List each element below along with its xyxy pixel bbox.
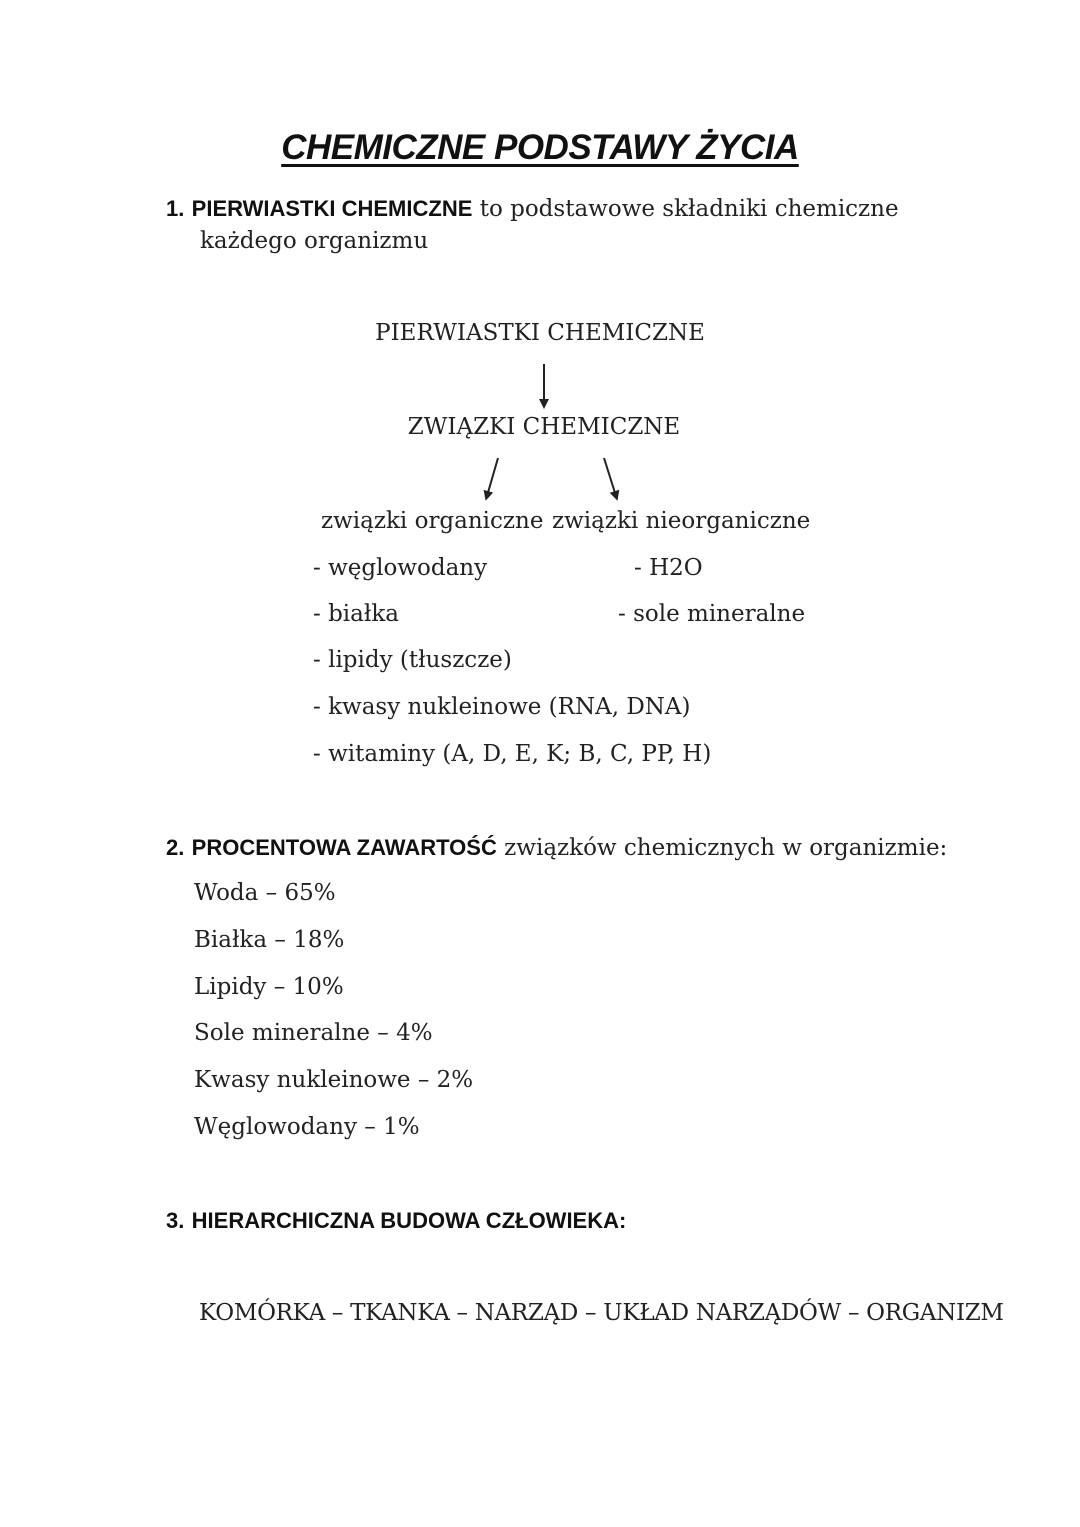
percent-item: Kwasy nukleinowe – 2% <box>194 1067 474 1093</box>
section-2-heading: PROCENTOWA ZAWARTOŚĆ <box>191 835 497 860</box>
organic-item: - kwasy nukleinowe (RNA, DNA) <box>313 694 691 720</box>
diagram-middle: ZWIĄZKI CHEMICZNE <box>407 414 681 440</box>
inorganic-item: - H2O <box>634 555 703 581</box>
section-1-text: to podstawowe składniki chemiczne <box>472 196 899 222</box>
left-branch-label: związki organiczne <box>321 508 544 534</box>
section-2-number: 2. <box>166 835 185 860</box>
percent-item: Białka – 18% <box>194 927 345 953</box>
section-1-heading: PIERWIASTKI CHEMICZNE <box>191 196 473 221</box>
organic-item: - węglowodany <box>313 555 488 581</box>
right-branch-label: związki nieorganiczne <box>552 508 811 534</box>
inorganic-item: - sole mineralne <box>618 601 806 627</box>
section-1-number: 1. <box>166 196 185 221</box>
section-3-heading: HIERARCHICZNA BUDOWA CZŁOWIEKA: <box>191 1208 627 1233</box>
hierarchy-chain: KOMÓRKA – TKANKA – NARZĄD – UKŁAD NARZĄDÓW – ORGANIZM <box>199 1300 1004 1326</box>
percent-item: Węglowodany – 1% <box>194 1114 420 1140</box>
section-3-number: 3. <box>166 1208 185 1233</box>
organic-item: - witaminy (A, D, E, K; B, C, PP, H) <box>313 741 712 767</box>
percent-item: Sole mineralne – 4% <box>194 1020 433 1046</box>
organic-item: - białka <box>313 601 399 627</box>
page-title: CHEMICZNE PODSTAWY ŻYCIA <box>281 128 799 167</box>
section-3-line <box>166 1208 626 1234</box>
arrow-left <box>487 458 498 496</box>
organic-item: - lipidy (tłuszcze) <box>313 647 512 673</box>
percent-item: Lipidy – 10% <box>194 974 344 1000</box>
section-2-text: związków chemicznych w organizmie: <box>496 835 948 861</box>
section-1-line-2: każdego organizmu <box>200 228 429 254</box>
percent-item: Woda – 65% <box>194 880 336 906</box>
diagram-root: PIERWIASTKI CHEMICZNE <box>375 320 705 346</box>
section-2-line <box>166 835 947 861</box>
arrow-right <box>604 458 616 496</box>
